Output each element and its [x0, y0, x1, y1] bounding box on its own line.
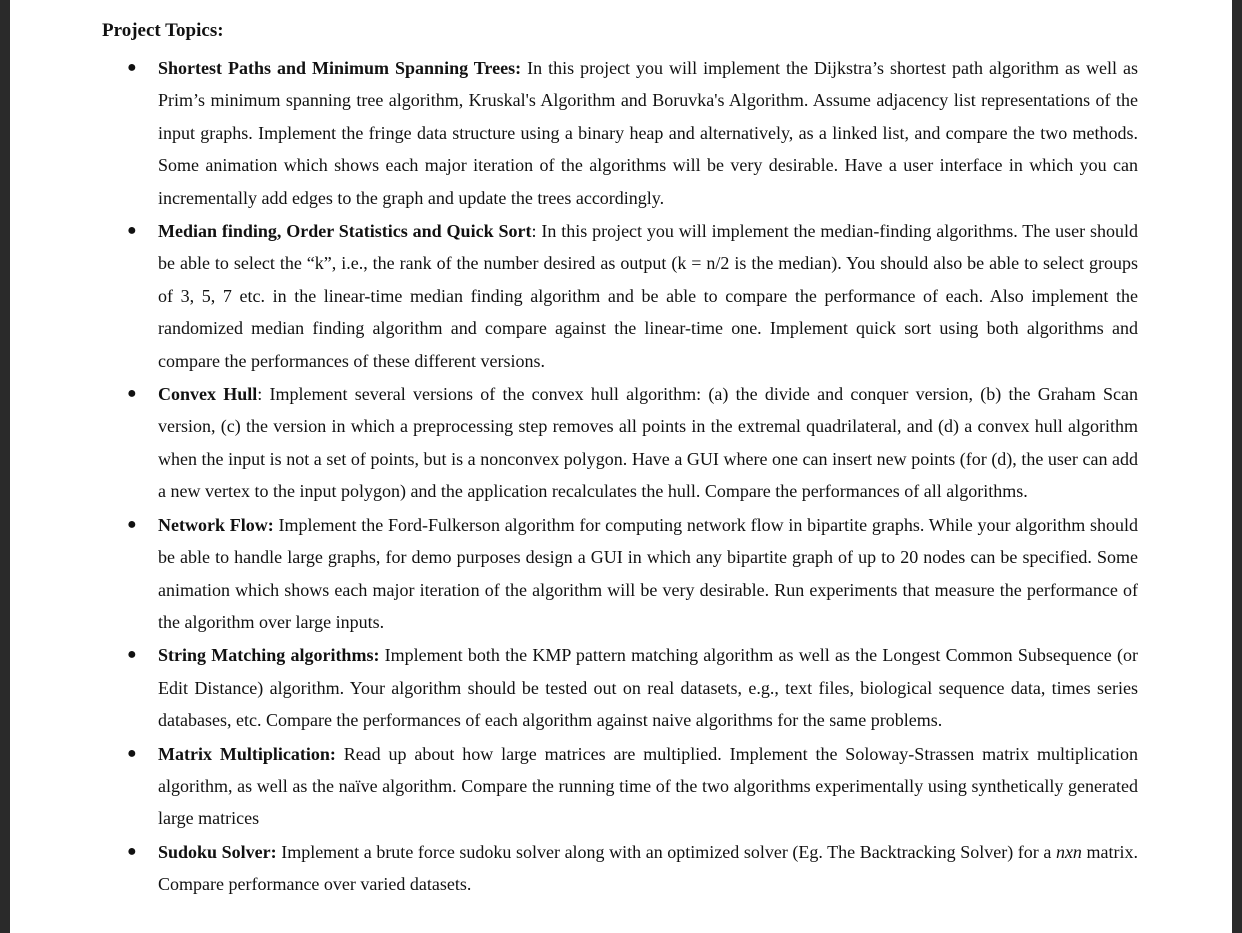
topic-item-network-flow [102, 509, 1138, 639]
topic-item-shortest-paths [102, 52, 1138, 214]
topic-italic-term: nxn [1055, 841, 1082, 862]
topic-title: Convex Hull [158, 384, 258, 405]
page-heading: Project Topics: [102, 20, 224, 41]
bullet-icon: ● [127, 385, 137, 403]
bullet-icon: ● [127, 515, 137, 533]
topic-body: : Implement several versions of the convex hull algorithm: (a) the divide and conquer version, (b) the Graham Scan version, (c) the version in which a preprocessing step removes all points in the extremal quadrilateral, and (d) a convex hull algorithm when the input is not a set of points, but is a nonconvex polygon. Have a GUI where one can insert new points (for (d), the user can add a new vertex to the input polygon) and the application recalculates the hull. Compare the performances of all algorithms. [158, 384, 1138, 502]
topic-item-matrix-multiplication [102, 738, 1138, 835]
topic-title: Sudoku Solver: [158, 841, 277, 862]
bullet-icon: ● [127, 59, 137, 76]
bullet-icon: ● [127, 222, 137, 240]
topic-body: Read up about how large matrices are multiplied. Implement the Soloway-Strassen matrix multiplication algorithm, as well as the naïve algorithm. Compare the running time of the two algorithms experimentally using synthetically generated large matrices [158, 743, 1138, 829]
topic-item-median-finding [102, 215, 1138, 377]
topic-body: : In this project you will implement the median-finding algorithms. The user should be able to select the “k”, i.e., the rank of the number desired as output (k = n/2 is the median). You should also be able to select groups of 3, 5, 7 etc. in the linear-time median finding algorithm and be able to compare the performance of each. Also implement the randomized median finding algorithm and compare against the linear-time one. Implement quick sort using both algorithms and compare the performances of these different versions. [158, 221, 1138, 371]
topic-body: Implement a brute force sudoku solver along with an optimized solver (Eg. The Backtracking Solver) for a [276, 841, 1052, 862]
topic-item-sudoku-solver [102, 836, 1138, 901]
topic-body: Implement the Ford-Fulkerson algorithm for computing network flow in bipartite graphs. While your algorithm should be able to handle large graphs, for demo purposes design a GUI in which any bipartite graph of up to 20 nodes can be specified. Some animation which shows each major iteration of the algorithm will be very desirable. Run experiments that measure the performance of the algorithm over large inputs. [158, 514, 1138, 632]
bullet-icon: ● [127, 646, 137, 664]
bullet-icon: ● [127, 842, 137, 860]
bullet-icon: ● [127, 744, 137, 762]
topic-list [102, 52, 1138, 901]
topic-body-tail: matrix. Compare performance over varied datasets. [158, 841, 1138, 895]
document-page [10, 0, 1232, 933]
topic-body: In this project you will implement the Dijkstra’s shortest path algorithm as well as Prim’s minimum spanning tree algorithm, Kruskal's Algorithm and Boruvka's Algorithm. Assume adjacency list representations of the input graphs. Implement the fringe data structure using a binary heap and alternatively, as a linked list, and compare the two methods. Some animation which shows each major iteration of the algorithms will be very desirable. Have a user interface in which you can incrementally add edges to the graph and update the trees accordingly. [158, 58, 1138, 208]
topic-title: Matrix Multiplication: [158, 743, 336, 764]
topic-body: Implement both the KMP pattern matching algorithm as well as the Longest Common Subsequence (or Edit Distance) algorithm. Your algorithm should be tested out on real datasets, e.g., text files, biological sequence data, times series databases, etc. Compare the performances of each algorithm against naive algorithms for the same problems. [158, 645, 1139, 731]
topic-title: Network Flow: [158, 514, 274, 535]
topic-item-convex-hull [102, 378, 1138, 508]
topic-title: Median finding, Order Statistics and Quick Sort [158, 221, 532, 242]
topic-title: String Matching algorithms: [158, 645, 380, 666]
topic-item-string-matching [102, 639, 1138, 736]
topic-title: Shortest Paths and Minimum Spanning Trees: [158, 58, 522, 78]
